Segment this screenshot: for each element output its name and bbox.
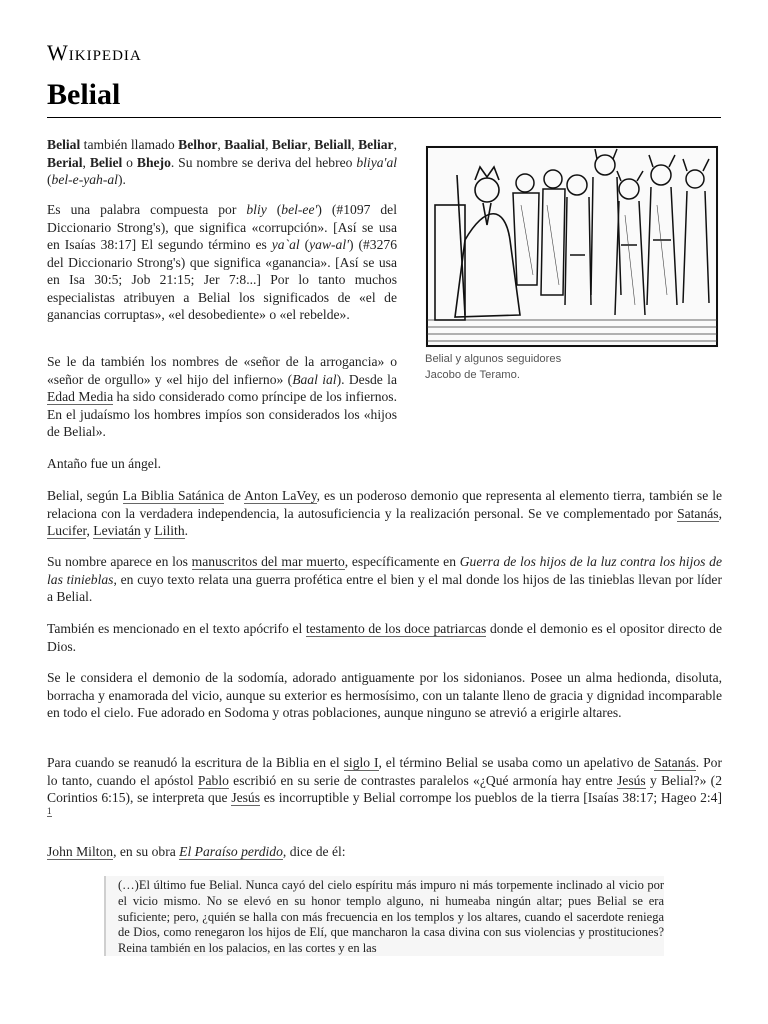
- link-john-milton[interactable]: John Milton: [47, 844, 114, 859]
- bold-term: Beliar: [358, 137, 394, 152]
- link-jesus[interactable]: Jesús: [617, 772, 646, 788]
- text-segment: (: [266, 202, 282, 217]
- page-title: Belial: [47, 78, 121, 111]
- text-segment: ,: [217, 137, 225, 152]
- title-divider: [47, 117, 721, 118]
- link-pablo[interactable]: Pablo: [197, 772, 229, 788]
- text-segment: También es mencionado en el texto apócrifo el: [47, 621, 306, 636]
- quote-text: (…)El último fue Belial. Nunca cayó del cielo espíritu más impuro ni más torpemente inclinado al vicio por el vicio mismo. No se elevó en su honor templo alguno, ni humeaba ningún altar; pues Belial se era suficiente; pero, ¿quién se halla con más frecuencia en los templos y los altares, cuando el sacerdote reniega de Dios, como renegaron los hijos de Elí, que mancharon la casa divina con sus violencias y prostituciones? Reina también en los palacios, en las cortes y en las: [118, 878, 664, 956]
- link-leviatan[interactable]: Leviatán: [93, 523, 141, 538]
- text-segment: Belial, según: [47, 488, 123, 503]
- text-segment: ,: [393, 137, 398, 152]
- text-segment: , dice de él:: [282, 844, 346, 859]
- link-paraiso-perdido[interactable]: El Paraíso perdido: [179, 844, 283, 859]
- text-segment: ,: [265, 137, 272, 152]
- bold-term: Baalial: [224, 137, 266, 152]
- text-segment: ,: [307, 137, 315, 152]
- text-segment: , en cuyo texto relata una guerra profética entre el bien y el mal donde los hijos de las tinieblas llevan por líder a Belial.: [47, 571, 722, 604]
- text-segment: ) (#1097 del Diccionario Strong's), que significa «corrupción». [Así se usa en Isaías 38:17] El segundo término es: [47, 202, 397, 252]
- text-segment: Su nombre aparece en los: [47, 554, 192, 569]
- intro-paragraph: [47, 136, 397, 189]
- text-segment: . Su nombre se deriva del hebreo: [170, 154, 357, 170]
- figure-caption: [425, 351, 719, 383]
- text-segment: y Belial?» (2 Corintios 6:15), se interpreta que: [47, 772, 722, 805]
- link-satanas-2[interactable]: Satanás: [654, 755, 696, 770]
- dead-sea-paragraph: [47, 553, 722, 606]
- angel-paragraph: Antaño fue un ángel.: [47, 456, 162, 471]
- text-segment: . Por lo tanto, cuando el apóstol: [47, 755, 722, 788]
- bible-paragraph: [47, 754, 722, 824]
- text-segment: ) (#3276 del Diccionario Strong's) que significa «ganancia». [Así se usa en Isa 30:5; Job 21:15; Jer 7:8...] Por lo tanto muchos especialistas atribuyen a Belial los significados de «el de ganancias corruptas», «el desobediente» o «el rebelde».: [47, 237, 397, 322]
- satanic-bible-paragraph: [47, 487, 722, 540]
- text-segment: Se le da también los nombres de «señor de la arrogancia» o «señor de orgullo» y «el hijo del infierno» (: [47, 354, 397, 387]
- text-segment: escribió en su serie de contrastes paralelos «¿Qué armonía hay entre: [228, 772, 618, 788]
- link-manuscritos-mar-muerto[interactable]: manuscritos del mar muerto: [191, 554, 345, 569]
- link-jesus-2[interactable]: Jesús: [231, 790, 261, 805]
- italic-title: Guerra de los hijos de la luz contra los hijos de las tinieblas: [47, 554, 722, 587]
- milton-quote: [104, 876, 664, 956]
- italic-term: bel-e-yah-al: [51, 172, 118, 187]
- text-segment: también llamado: [80, 137, 179, 152]
- link-satanas[interactable]: Satanás: [677, 505, 719, 521]
- bold-term: Beliar: [271, 137, 308, 152]
- figure: [425, 145, 719, 383]
- text-segment: ). Desde la: [336, 371, 397, 387]
- text-segment: ).: [117, 172, 126, 187]
- etymology-paragraph: [47, 201, 397, 324]
- italic-term: yaw-al': [309, 237, 350, 252]
- text-segment: Es una palabra compuesta por: [47, 202, 247, 217]
- testament-paragraph: [47, 620, 722, 655]
- milton-paragraph: [47, 843, 722, 861]
- text-segment: o: [122, 154, 137, 170]
- reference-1[interactable]: 1: [47, 805, 52, 816]
- link-lucifer[interactable]: Lucifer: [47, 523, 87, 538]
- link-testamento-doce-patriarcas[interactable]: testamento de los doce patriarcas: [305, 621, 487, 636]
- italic-term: bel-ee': [281, 202, 318, 217]
- link-biblia-satanica[interactable]: La Biblia Satánica: [122, 488, 225, 503]
- bold-term: Bhejo: [136, 154, 171, 170]
- woodcut-image[interactable]: [425, 145, 719, 348]
- italic-term: bliya'al: [356, 154, 398, 170]
- bold-term: Belhor: [178, 137, 218, 152]
- text-segment: (: [299, 237, 310, 252]
- caption-author: Jacobo de Teramo.: [425, 369, 520, 381]
- text-segment: ,: [718, 505, 722, 521]
- text-segment: y: [140, 523, 155, 538]
- text-segment: ha sido considerado como príncipe de los infiernos. En el judaísmo los hombres impíos son considerados los «hijos de Belial».: [47, 389, 397, 439]
- text-segment: ,: [351, 137, 359, 152]
- text-segment: Para cuando se reanudó la escritura de la Biblia en el: [47, 755, 344, 770]
- bold-term: Beliall: [314, 137, 352, 152]
- link-edad-media[interactable]: Edad Media: [47, 389, 114, 404]
- text-segment: .: [184, 523, 189, 538]
- link-siglo-i[interactable]: siglo I: [343, 755, 379, 770]
- text-segment: donde el demonio es el opositor directo de Dios.: [47, 621, 723, 654]
- names-paragraph: [47, 353, 397, 441]
- wikipedia-logo[interactable]: Wikipedia: [47, 40, 142, 65]
- text-segment: ,: [86, 523, 94, 538]
- link-lilith[interactable]: Lilith: [154, 523, 185, 538]
- italic-term: Baal ial: [292, 371, 337, 387]
- bold-term: Berial: [47, 154, 83, 170]
- text-segment: , el término Belial se usaba como un apelativo de: [378, 755, 655, 770]
- sodomy-paragraph: Se le considera el demonio de la sodomía, adorado antiguamente por los sidonianos. Posee un alma hedionda, disoluta, borracha y enamorada del vicio, aunque su exterior es hermosísimo, con un talante lleno de gracia y dignidad incomparable en todo el cielo. Fue adorado en Sodoma y otras poblaciones, aunque ninguno se atrevió a erigirle altares.: [47, 670, 722, 720]
- text-segment: , específicamente en: [344, 554, 460, 569]
- text-segment: de: [224, 488, 245, 503]
- italic-term: bliy: [246, 202, 267, 217]
- text-segment: (: [47, 172, 52, 187]
- caption-line: Belial y algunos seguidores: [425, 353, 562, 365]
- link-anton-lavey[interactable]: Anton LaVey: [244, 488, 317, 503]
- text-segment: , es un poderoso demonio que representa al elemento tierra, también se le relaciona con la verdadera independencia, la autosuficiencia y la realización personal. Se ve complementado por: [47, 488, 723, 521]
- text-segment: , en su obra: [113, 844, 180, 859]
- bold-term: Beliel: [89, 154, 123, 170]
- text-segment: es incorruptible y Belial corrompe los pueblos de la tierra [Isaías 38:17; Hageo 2:4]: [260, 790, 722, 805]
- italic-term: ya`al: [271, 237, 300, 252]
- bold-term: Belial: [47, 137, 81, 152]
- text-segment: ,: [82, 154, 90, 170]
